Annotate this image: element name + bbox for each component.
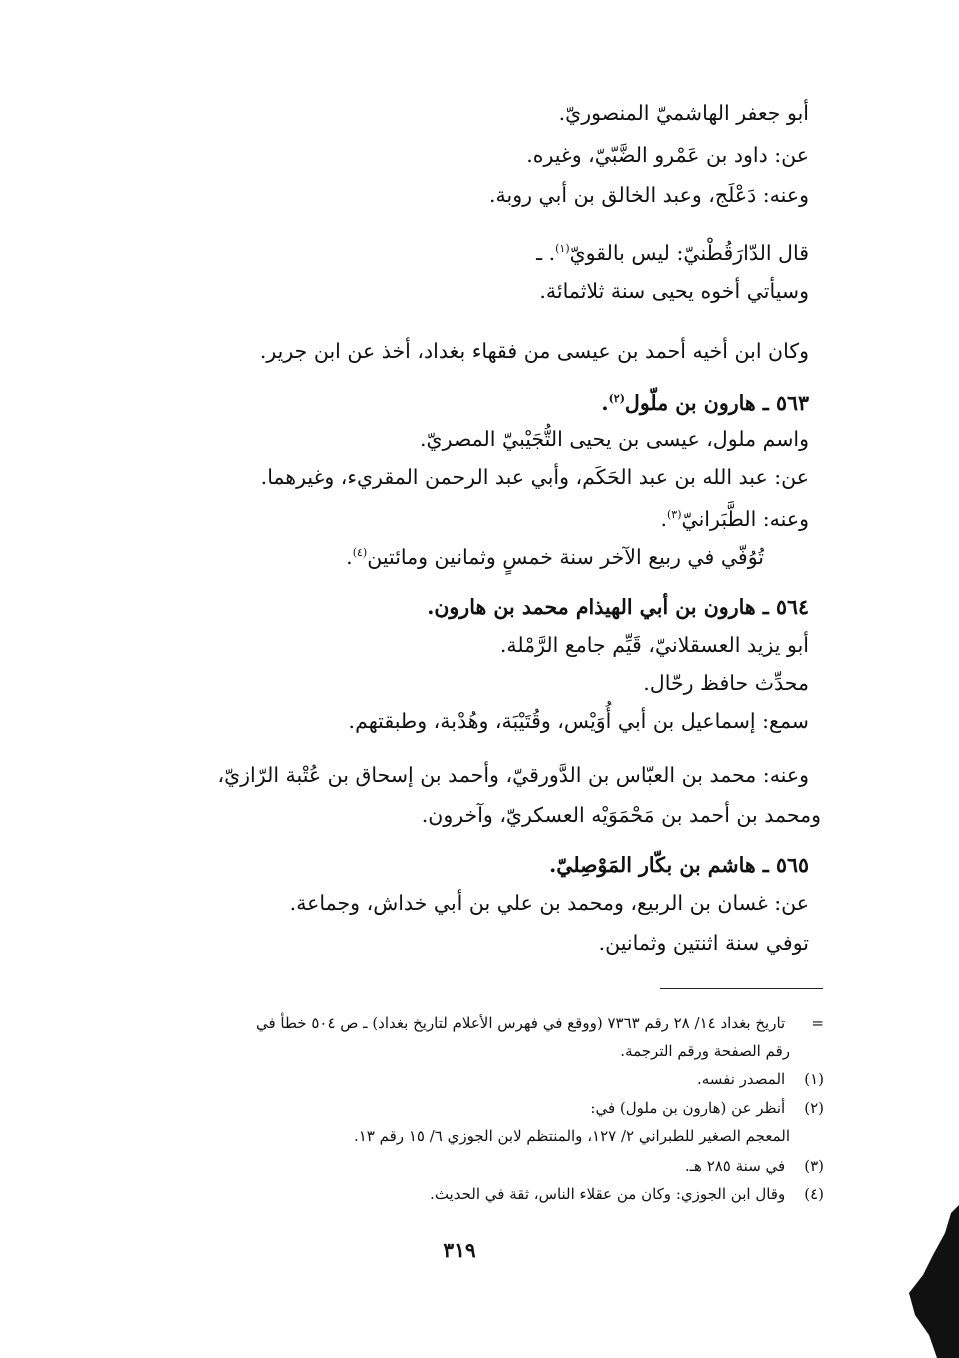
footnote-text: تاريخ بغداد ١٤/ ٢٨ رقم ٧٣٦٣ (ووقع في فهرس الأعلام لتاريخ بغداد) ـ ص ٥٠٤ خطأ في xyxy=(255,1014,786,1032)
text-line xyxy=(660,500,809,534)
punct: . xyxy=(660,506,667,531)
text-line: أبو يزيد العسقلانيّ، قَيِّم جامع الرَّمْلة. xyxy=(499,633,809,657)
footnote-ref: (٤) xyxy=(352,546,368,559)
footnote-text: رقم الصفحة ورقم الترجمة. xyxy=(620,1042,790,1060)
footnote-divider xyxy=(660,988,823,989)
text-line: وسيأتي أخوه يحيى سنة ثلاثمائة. xyxy=(539,279,809,303)
text-line: ومحمد بن أحمد بن مَحْمَوَيْه العسكريّ، وآخرون. xyxy=(421,803,821,827)
footnote-ref: (٢) xyxy=(608,392,625,405)
footnote-text: المعجم الصغير للطبراني ٢/ ١٢٧، والمنتظم لابن الجوزي ٦/ ١٥ رقم ١٣. xyxy=(353,1127,790,1145)
punct: . xyxy=(601,390,609,415)
footnote-ref: (٣) xyxy=(667,508,682,521)
text-line: عن: غسان بن الربيع، ومحمد بن علي بن أبي خداش، وجماعة. xyxy=(289,891,809,915)
footnote-marker: (١) xyxy=(804,1070,824,1088)
footnote-4 xyxy=(430,1183,824,1205)
footnote-3 xyxy=(685,1155,824,1177)
footnote-marker: (٤) xyxy=(804,1185,824,1203)
footnote-marker: (٢) xyxy=(804,1099,824,1117)
scan-shadow xyxy=(879,1205,959,1358)
text-segment: وعنه: الطَّبَرانيّ xyxy=(681,506,809,531)
footnote-text: المصدر نفسه. xyxy=(696,1070,786,1088)
text-line: واسم ملول، عيسى بن يحيى التُّجَيْبيّ المصريّ. xyxy=(420,427,809,451)
text-segment: تُوُفّي في ربيع الآخر سنة خمسٍ وثمانين ومائتين xyxy=(367,544,764,569)
text-line: توفي سنة اثنتين وثمانين. xyxy=(598,931,809,955)
text-line xyxy=(536,234,809,268)
footnote-text: في سنة ٢٨٥ هـ. xyxy=(684,1157,786,1175)
footnote-continuation xyxy=(256,1012,824,1034)
entry-title-text: ٥٦٣ ـ هارون بن ملّول xyxy=(624,390,809,415)
entry-title-563 xyxy=(601,384,809,418)
footnote-marker: = xyxy=(811,1014,824,1032)
text-line: أبو جعفر الهاشميّ المنصوريّ. xyxy=(558,101,809,125)
footnote-text: أنظر عن (هارون بن ملول) في: xyxy=(590,1099,786,1117)
footnote-2 xyxy=(590,1097,824,1119)
text-line: وعنه: دَعْلَج، وعبد الخالق بن أبي روبة. xyxy=(489,183,809,207)
punct: . xyxy=(346,544,353,569)
text-line: وكان ابن أخيه أحمد بن عيسى من فقهاء بغداد، أخذ عن ابن جرير. xyxy=(259,339,809,363)
entry-title-565: ٥٦٥ ـ هاشم بن بكّار المَوْصِليّ. xyxy=(549,853,809,877)
footnote-text: وقال ابن الجوزي: وكان من عقلاء الناس، ثقة في الحديث. xyxy=(430,1185,786,1203)
text-line: عن: عبد الله بن عبد الحَكَم، وأبي عبد الرحمن المقريء، وغيرهما. xyxy=(260,465,809,489)
text-segment: قال الدّارَقُطْنيّ: ليس بالقويّ xyxy=(569,240,809,265)
text-line: سمع: إسماعيل بن أبي أُوَيْس، وقُتَيْبَة، وهُدْبة، وطبقتهم. xyxy=(348,709,809,733)
footnote-ref: (١) xyxy=(555,242,570,255)
text-line: محدِّث حافظ رحّال. xyxy=(643,671,809,695)
footnote-1 xyxy=(697,1068,824,1090)
punct: . ـ xyxy=(536,240,556,265)
entry-title-564: ٥٦٤ ـ هارون بن أبي الهيذام محمد بن هارون. xyxy=(427,595,809,619)
text-line: عن: داود بن عَمْرو الضَّبّيّ، وغيره. xyxy=(526,143,809,167)
footnote-marker: (٣) xyxy=(804,1157,824,1175)
text-line: وعنه: محمد بن العبّاس بن الدَّورقيّ، وأحمد بن إسحاق بن عُتْبة الرّازيّ، xyxy=(217,763,809,787)
page-number: ٣١٩ xyxy=(443,1238,476,1262)
text-line xyxy=(346,538,764,572)
